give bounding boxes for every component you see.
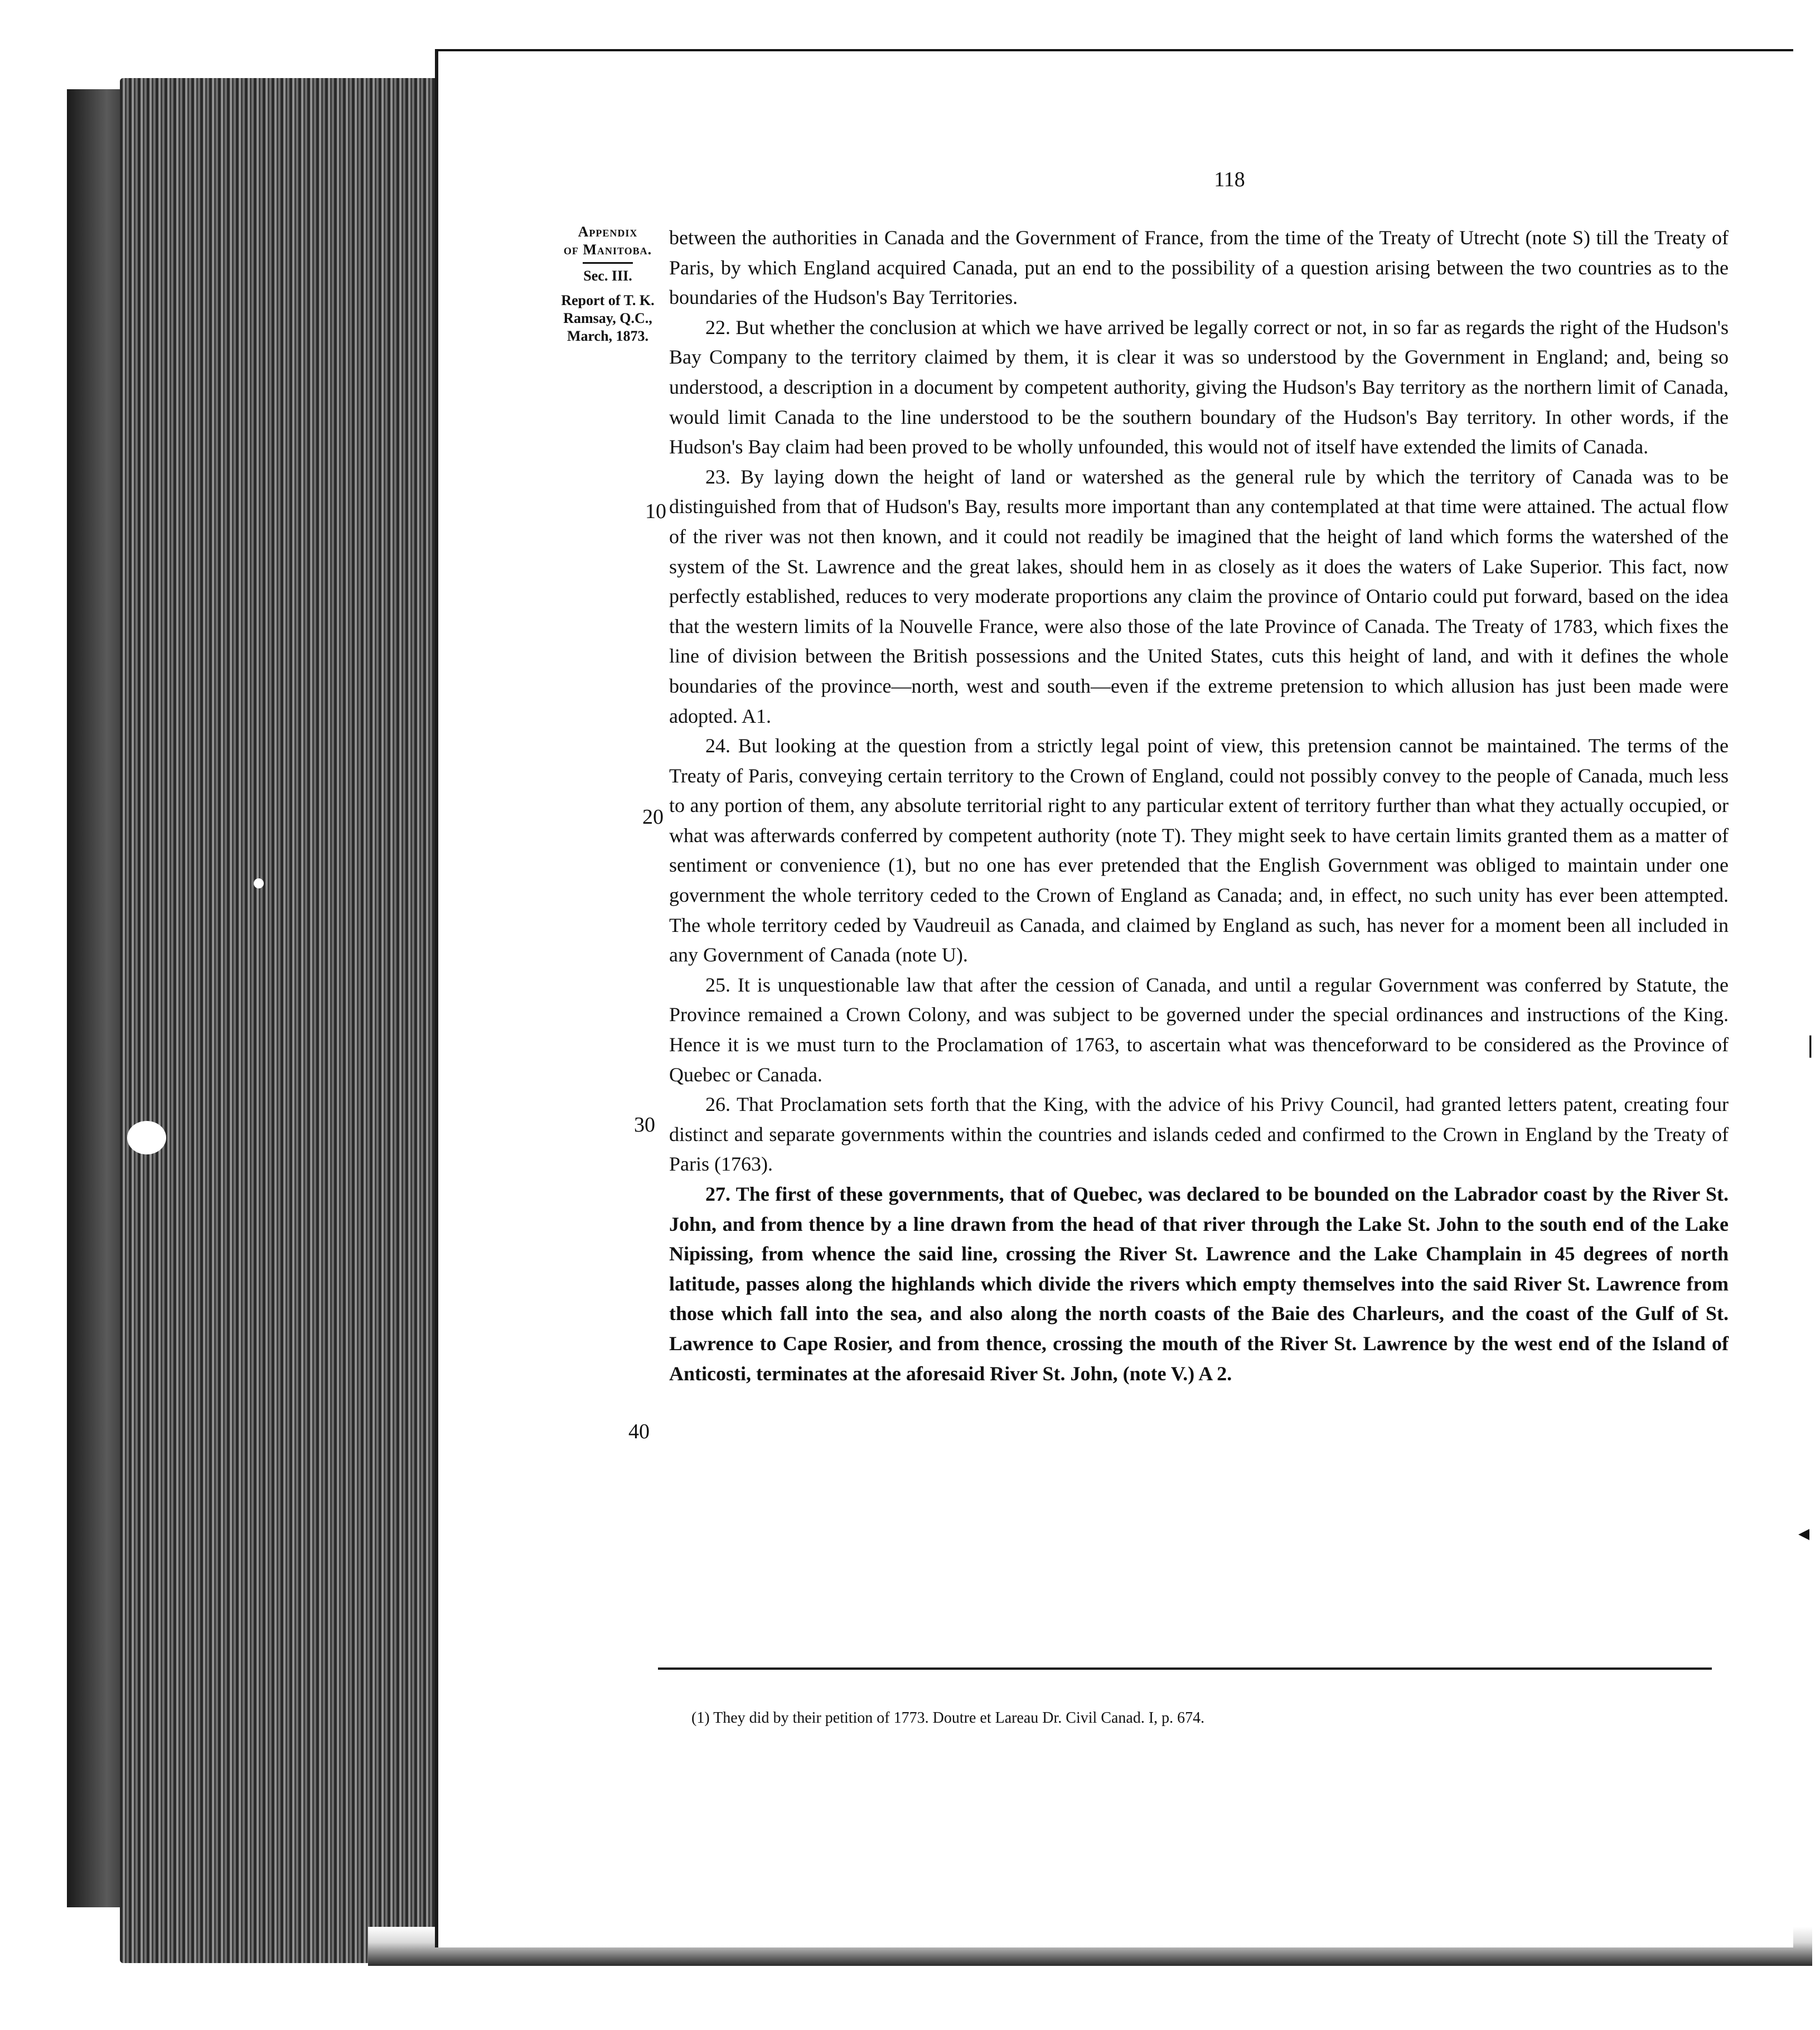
paragraph-26: 26. That Proclamation sets forth that the King, with the advice of his Privy Council, had granted letters patent, creating four distinct and separate governments within the countries and islands ceded and confirmed to the Crown in England by the Treaty of Paris (1763). (669, 1093, 1729, 1176)
sidenote-report: Report of T. K. Ramsay, Q.C., March, 1873. (561, 292, 655, 344)
sidenote-rule (583, 262, 633, 264)
sidenote-appendix: Appendix (578, 224, 638, 240)
margin-mark: ◂ (1798, 1520, 1810, 1545)
paragraph-23: 23. By laying down the height of land or watershed as the general rule by which the territory of Canada was to be distinguished from that of Hudson's Bay, results more important than any contemplated at that time were attained. The actual flow of the river was not then known, and it could not readily be imagined that the height of land which forms the watershed of the system of the St. Lawrence and the great lakes, should hem in as closely as it does the waters of Lake Superior. This fact, now perfectly established, reduces to very moderate proportions any claim the province of Ontario could put forward, based on the idea that the western limits of la Nouvelle France, were also those of the late Province of Canada. The Treaty of 1783, which fixes the line of division between the British possessions and the United States, cuts this height of land, and with it defines the whole boundaries of the province—north, west and south—even if the extreme pretension to which allusion has just been made were adopted. A1. (669, 465, 1729, 727)
paragraph-22: 22. But whether the conclusion at which we have arrived be legally correct or not, in so far as regards the right of the Hudson's Bay Company to the territory claimed by them, it is clear it was so understood by the Government in England; and, being so understood, a description in a document by competent authority, giving the Hudson's Bay territory as the northern limit of Canada, would limit Canada to the line understood to be the southern boundary of the Hudson's Bay territory. In other words, if the Hudson's Bay claim had been proved to be wholly unfounded, this would not of itself have extended the limits of Canada. (669, 316, 1729, 458)
body-text (669, 223, 1729, 1389)
sidenote-manitoba: of Manitoba. (563, 241, 652, 258)
paper-speck (254, 878, 264, 888)
footnote: (1) They did by their petition of 1773. Doutre et Lareau Dr. Civil Canad. I, p. 674. (691, 1709, 1205, 1727)
page-number: 118 (1214, 168, 1245, 191)
margin-sidenote (552, 223, 664, 345)
line-number-20: 20 (642, 805, 664, 829)
paragraph-25: 25. It is unquestionable law that after the cession of Canada, and until a regular Government was conferred by Statute, the Province remained a Crown Colony, and was subject to be governed under the special ordinances and instructions of the King. Hence it is we must turn to the Proclamation of 1763, to ascertain what was thenceforward to be considered as the Province of Quebec or Canada. (669, 973, 1729, 1086)
footnote-rule (658, 1668, 1712, 1670)
paragraph-intro: between the authorities in Canada and the Government of France, from the time of the Treaty of Utrecht (note S) till the Treaty of Paris, by which England acquired Canada, put an end to the possibility of a question arising between the two countries as to the boundaries of the Hudson's Bay Territories. (669, 226, 1729, 309)
paragraph-27: 27. The first of these governments, that of Quebec, was declared to be bounded on the Labrador coast by the River St. John, and from thence by a line drawn from the head of that river through the Lake St. John to the south end of the Lake Nipissing, from whence the said line, crossing the River St. Lawrence and the Lake Champlain in 45 degrees of north latitude, passes along the highlands which divide the rivers which empty themselves into the said River St. Lawrence from those which fall into the sea, and also along the north coasts of the Baie des Charleurs, and the coast of the Gulf of St. Lawrence to Cape Rosier, and from thence, crossing the mouth of the River St. Lawrence by the west end of the Island of Anticosti, terminates at the aforesaid River St. John, (note V.) A 2. (669, 1183, 1729, 1385)
paper-speck (127, 1121, 166, 1154)
line-number-10: 10 (645, 500, 666, 523)
line-number-40: 40 (628, 1420, 650, 1443)
sidenote-section: Sec. III. (583, 268, 632, 284)
book-page-edges (120, 78, 454, 1963)
paragraph-24: 24. But looking at the question from a strictly legal point of view, this pretension cannot be maintained. The terms of the Treaty of Paris, conveying certain territory to the Crown of England, could not possibly convey to the people of Canada, much less to any portion of them, any absolute territorial right to any particular extent of territory further than what they actually occupied, or what was afterwards conferred by competent authority (note T). They might seek to have certain limits granted them as a matter of sentiment or convenience (1), but no one has ever pretended that the English Government was obliged to maintain under one government the whole territory ceded to the Crown of England as Canada; and, in effect, no such unity has ever been attempted. The whole territory ceded by Vaudreuil as Canada, and claimed by England as such, has never for a moment been all included in any Government of Canada (note U). (669, 734, 1729, 966)
line-number-30: 30 (634, 1113, 655, 1137)
margin-mark: ❘ (1801, 1032, 1820, 1057)
